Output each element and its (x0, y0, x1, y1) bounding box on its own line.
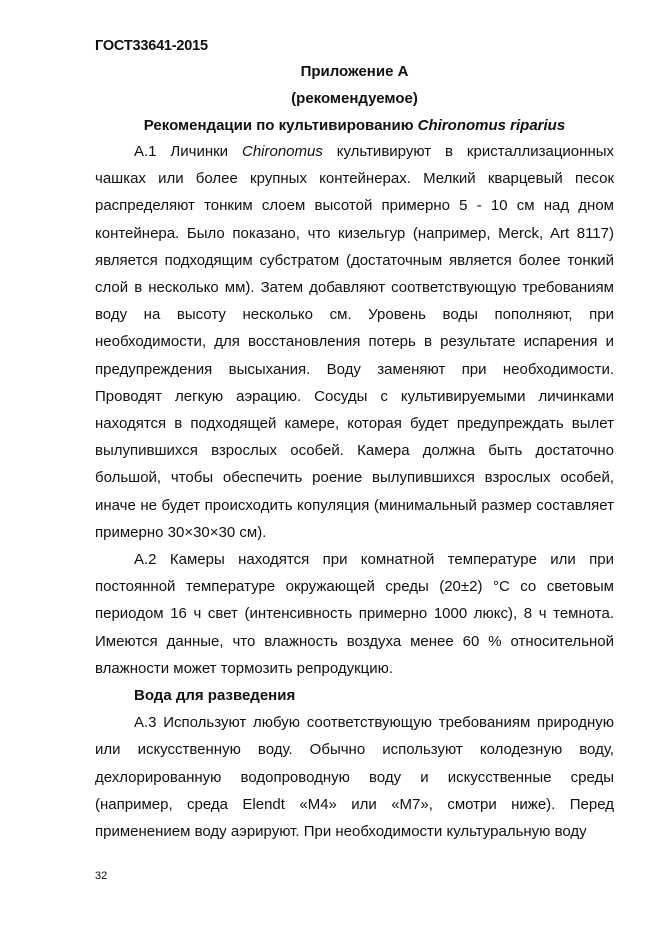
document-code: ГОСТ33641-2015 (95, 38, 208, 54)
appendix-heading-species: Chironomus riparius (417, 117, 566, 134)
appendix-heading-text: Рекомендации по культивированию (143, 117, 418, 134)
water-section-heading: Вода для разведения (134, 687, 296, 705)
page-number: 32 (95, 870, 108, 882)
paragraph-a3: А.3 Используют любую соответствующую требованиям природную или искусственную воду. Обычно используют колодезную воду, дехлорированную водопроводную воду и искусственные среды (например, среда Elendt «M4» или «M7», смотри ниже). Перед применением воду аэрируют. При необходимости культуральную воду (95, 714, 614, 841)
paragraph-a2: А.2 Камеры находятся при комнатной температуре или при постоянной температуре окружающей среды (20±2) °С со световым периодом 16 ч свет (интенсивность примерно 1000 люкс), 8 ч темнота. Имеются данные, что влажность воздуха менее 60 % относительной влажности может тормозить репродукцию. (95, 551, 614, 677)
appendix-heading (95, 117, 614, 134)
paragraph-a1-prefix: А.1 Личинки (134, 143, 242, 160)
appendix-title: Приложение А (300, 63, 409, 80)
document-body (95, 138, 614, 845)
paragraph-a1-species: Chironomus (241, 143, 323, 160)
paragraph-a1 (95, 138, 614, 546)
paragraph-a1-text: культивируют в кристаллизационных чашках или более крупных контейнерах. Мелкий кварцевый песок распределяют тонким слоем высотой примерно 5 - 10 см над дном контейнера. Было показано, что кизельгур (например, Merck, Art 8117) является подходящим субстратом (достаточным является более тонкий слой в несколько мм). Затем добавляют соответствующую требованиям воду на высоту несколько см. Уровень воды пополняют, при необходимости, для восстановления потерь в результате испарения и предупреждения высыхания. Воду заменяют при необходимости. Проводят легкую аэрацию. Сосуды с культивируемыми личинками находятся в подходящей камере, которая будет предупреждать вылет вылупившихся взрослых особей. Камера должна быть достаточно большой, чтобы обеспечить роение вылупившихся взрослых особей, иначе не будет происходить копуляция (минимальный размер составляет примерно 30×30×30 см). (95, 143, 615, 541)
appendix-subtitle: (рекомендуемое) (291, 90, 418, 107)
